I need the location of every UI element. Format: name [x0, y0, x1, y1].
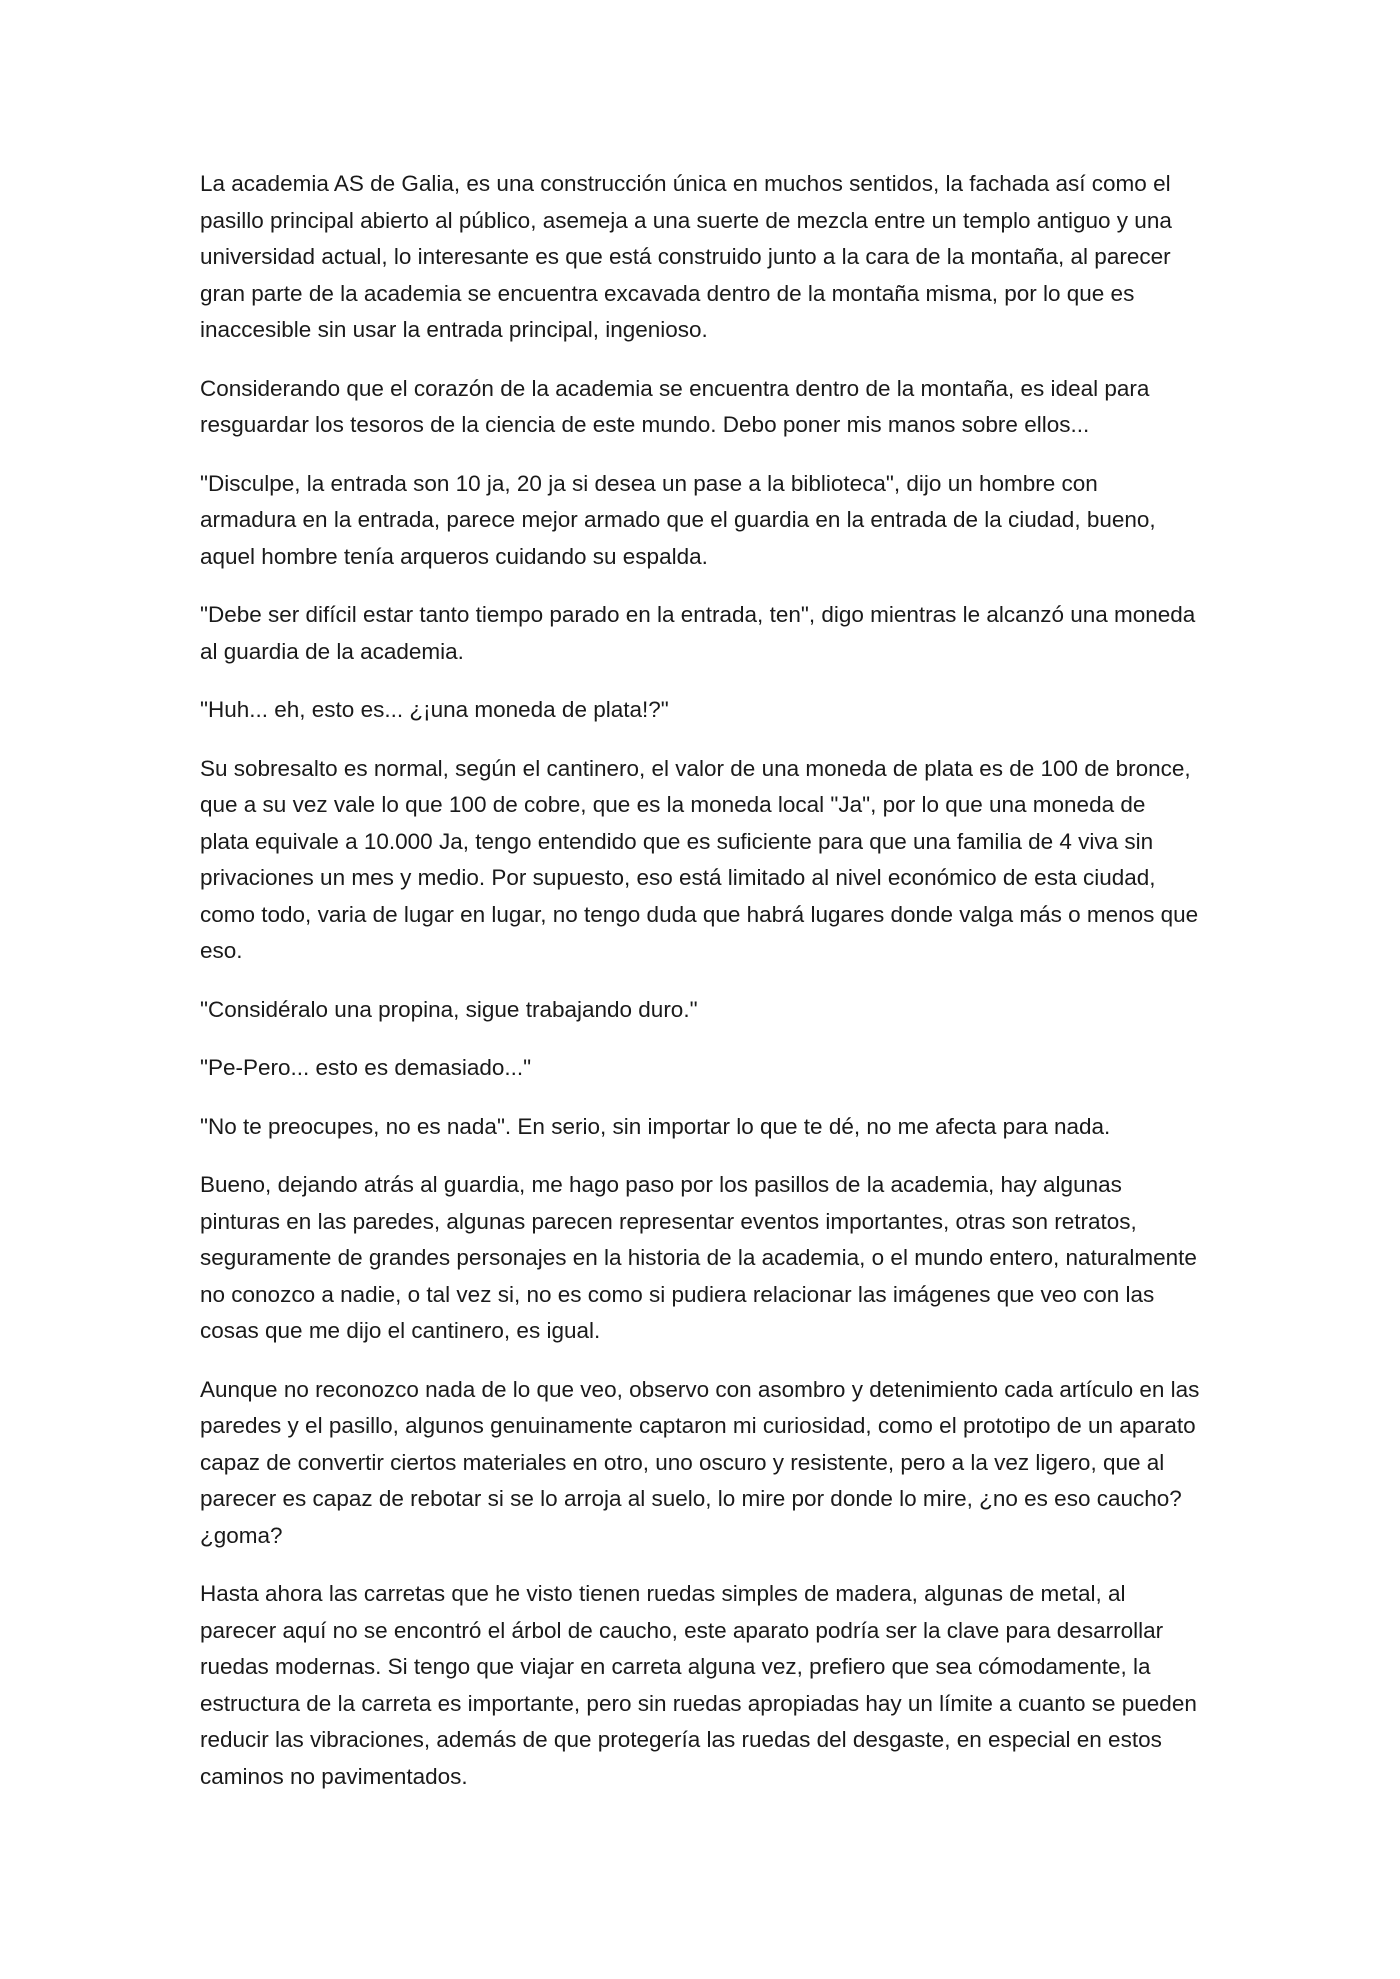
paragraph-5: "Huh... eh, esto es... ¿¡una moneda de plata!?" [200, 697, 669, 722]
paragraph-12: Hasta ahora las carretas que he visto tienen ruedas simples de madera, algunas de metal, al parecer aquí no se encontró el árbol de caucho, este aparato podría ser la clave para desarrollar ruedas modernas. Si tengo que viajar en carreta alguna vez, prefiero que sea cómodamente, la estructura de la carreta es importante, pero sin ruedas apropiadas hay un límite a cuanto se pueden reducir las vibraciones, además de que protegería las ruedas del desgaste, en especial en estos caminos no pavimentados. [200, 1581, 1197, 1789]
paragraph-4: "Debe ser difícil estar tanto tiempo parado en la entrada, ten", digo mientras le alcanzó una moneda al guardia de la academia. [200, 602, 1196, 664]
paragraph-9: "No te preocupes, no es nada". En serio, sin importar lo que te dé, no me afecta para nada. [200, 1113, 1111, 1139]
paragraph-2: Considerando que el corazón de la academia se encuentra dentro de la montaña, es ideal para resguardar los tesoros de la ciencia de este mundo. Debo poner mis manos sobre ellos... [200, 375, 1150, 437]
paragraph-1: La academia AS de Galia, es una construcción única en muchos sentidos, la fachada así como el pasillo principal abierto al público, asemeja a una suerte de mezcla entre un templo antiguo y una universidad actual, lo interesante es que está construido junto a la cara de la montaña, al parecer gran parte de la academia se encuentra excavada dentro de la montaña misma, por lo que es inaccesible sin usar la entrada principal, ingenioso. [200, 171, 1172, 342]
paragraph-6: Su sobresalto es normal, según el cantinero, el valor de una moneda de plata es de 100 de bronce, que a su vez vale lo que 100 de cobre, que es la moneda local "Ja", por lo que una moneda de plata equivale a 10.000 Ja, tengo entendido que es suficiente para que una familia de 4 viva sin privaciones un mes y medio. Por supuesto, eso está limitado al nivel económico de esta ciudad, como todo, varia de lugar en lugar, no tengo duda que habrá lugares donde valga más o menos que eso. [200, 755, 1199, 963]
paragraph-7: "Considéralo una propina, sigue trabajando duro." [200, 996, 698, 1022]
paragraph-11: Aunque no reconozco nada de lo que veo, observo con asombro y detenimiento cada artículo en las paredes y el pasillo, algunos genuinamente captaron mi curiosidad, como el prototipo de un aparato capaz de convertir ciertos materiales en otro, uno oscuro y resistente, pero a la vez ligero, que al parecer es capaz de rebotar si se lo arroja al suelo, lo mire por donde lo mire, ¿no es eso caucho? ¿goma? [200, 1376, 1200, 1548]
document-page [200, 166, 1200, 1817]
paragraph-10: Bueno, dejando atrás al guardia, me hago paso por los pasillos de la academia, hay algunas pinturas en las paredes, algunas parecen representar eventos importantes, otras son retratos, seguramente de grandes personajes en la historia de la academia, o el mundo entero, naturalmente no conozco a nadie, o tal vez si, no es como si pudiera relacionar las imágenes que veo con las cosas que me dijo el cantinero, es igual. [200, 1172, 1197, 1343]
paragraph-3: "Disculpe, la entrada son 10 ja, 20 ja si desea un pase a la biblioteca", dijo un hombre con armadura en la entrada, parece mejor armado que el guardia en la entrada de la ciudad, bueno, aquel hombre tenía arqueros cuidando su espalda. [200, 470, 1156, 569]
paragraph-8: "Pe-Pero... esto es demasiado..." [200, 1055, 532, 1080]
